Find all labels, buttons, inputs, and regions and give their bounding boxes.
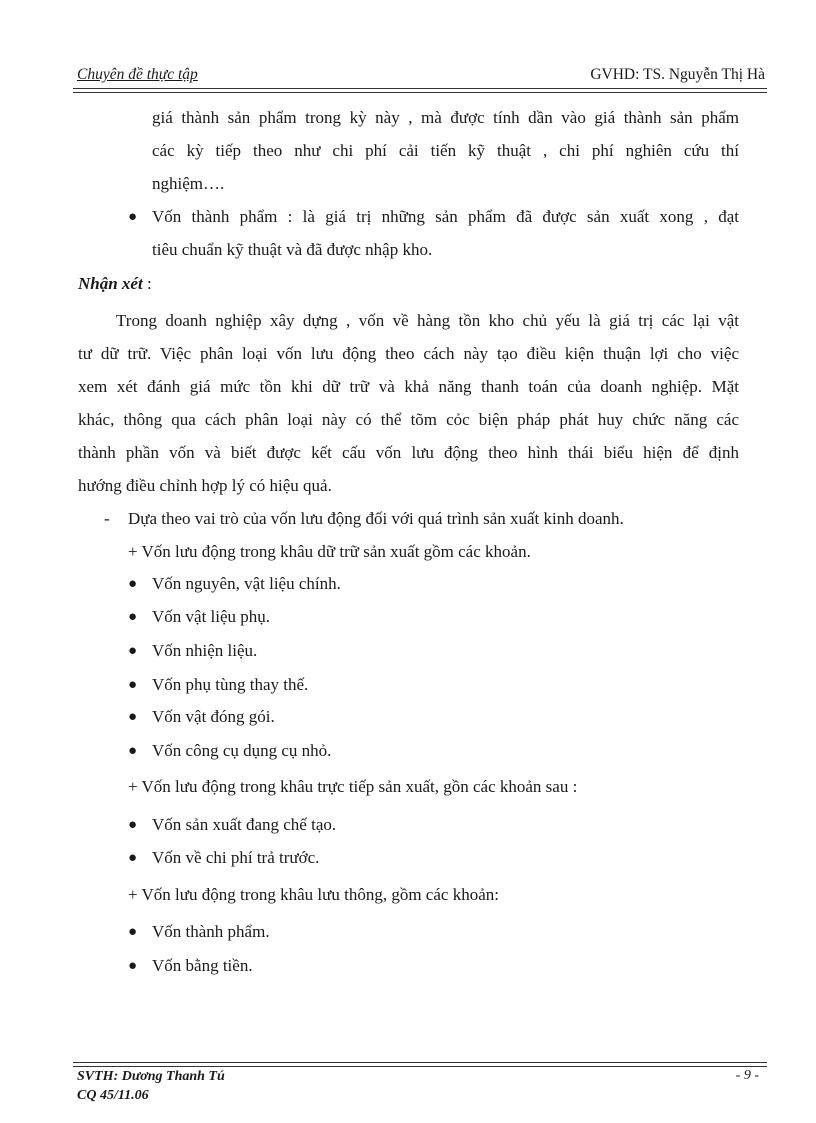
list-item: Vốn sản xuất đang chế tạo. [152, 815, 337, 834]
bullet-icon: ● [128, 209, 138, 225]
body-line: các kỳ tiếp theo như chi phí cải tiến kỹ thuật , chi phí nghiên cứu thí [152, 141, 739, 160]
footer-divider [73, 1062, 767, 1067]
header-divider [73, 88, 767, 93]
list-item: Vốn về chi phí trả trước. [152, 848, 320, 867]
list-item: Vốn vật đóng gói. [152, 707, 275, 726]
bullet-icon: ● [128, 958, 138, 974]
dash-icon: - [104, 509, 110, 528]
bullet-icon: ● [128, 677, 138, 693]
paragraph-line: khác, thông qua cách phân loại này có thể tõm cỏc biện pháp phát huy chức năng các [78, 410, 739, 429]
remark-colon: : [142, 274, 152, 293]
group-title: + Vốn lưu động trong khâu trực tiếp sản xuất, gồn các khoản sau : [128, 777, 578, 796]
bullet-icon: ● [128, 609, 138, 625]
header-title: Chuyên đề thực tập [77, 66, 198, 83]
paragraph-line: tư dữ trữ. Việc phân loại vốn lưu động theo cách này tạo điều kiện thuận lợi cho việc [78, 344, 739, 363]
paragraph-line: Trong doanh nghiệp xây dựng , vốn về hàng tồn kho chủ yếu là giá trị các lại vật [116, 311, 739, 330]
remark-label: Nhận xét [78, 274, 143, 293]
bullet-icon: ● [128, 743, 138, 759]
bullet-icon: ● [128, 576, 138, 592]
group-title: + Vốn lưu động trong khâu dữ trữ sản xuất gồm các khoản. [128, 542, 531, 561]
list-item: Vốn bằng tiền. [152, 956, 253, 975]
footer-student: SVTH: Dương Thanh Tú [77, 1069, 225, 1084]
list-item: Vốn công cụ dụng cụ nhỏ. [152, 741, 332, 760]
bullet-icon: ● [128, 709, 138, 725]
paragraph-line: xem xét đánh giá mức tồn khi dữ trữ và khả năng thanh toán của doanh nghiệp. Mặt [78, 377, 739, 396]
list-item: Vốn nhiện liệu. [152, 641, 258, 660]
list-item: Vốn thành phẩm : là giá trị những sản phẩm đã được sản xuất xong , đạt [152, 207, 739, 226]
page-header [73, 64, 767, 86]
bullet-icon: ● [128, 817, 138, 833]
body-line: nghiệm…. [152, 174, 225, 193]
header-advisor: GVHD: TS. Nguyễn Thị Hà [590, 66, 765, 83]
list-item: Vốn vật liệu phụ. [152, 607, 271, 626]
remark-heading [78, 274, 152, 294]
footer-class: CQ 45/11.06 [77, 1088, 149, 1103]
dash-item: Dựa theo vai trò của vốn lưu động đối với quá trình sản xuất kinh doanh. [128, 509, 624, 528]
group-title: + Vốn lưu động trong khâu lưu thông, gồm các khoản: [128, 885, 499, 904]
bullet-icon: ● [128, 643, 138, 659]
list-item: Vốn nguyên, vật liệu chính. [152, 574, 341, 593]
bullet-icon: ● [128, 924, 138, 940]
bullet-icon: ● [128, 850, 138, 866]
list-item: Vốn thành phẩm. [152, 922, 270, 941]
body-line: giá thành sản phẩm trong kỳ này , mà được tính dần vào giá thành sản phẩm [152, 108, 739, 127]
page-number: - 9 - [735, 1068, 759, 1083]
list-item: Vốn phụ tùng thay thế. [152, 675, 309, 694]
paragraph-line: hướng điều chỉnh hợp lý có hiệu quả. [78, 476, 332, 495]
list-item-continuation: tiêu chuẩn kỹ thuật và đã được nhập kho. [152, 240, 433, 259]
paragraph-line: thành phần vốn và biết được kết cấu vốn lưu động theo hình thái biểu hiện để định [78, 443, 739, 462]
